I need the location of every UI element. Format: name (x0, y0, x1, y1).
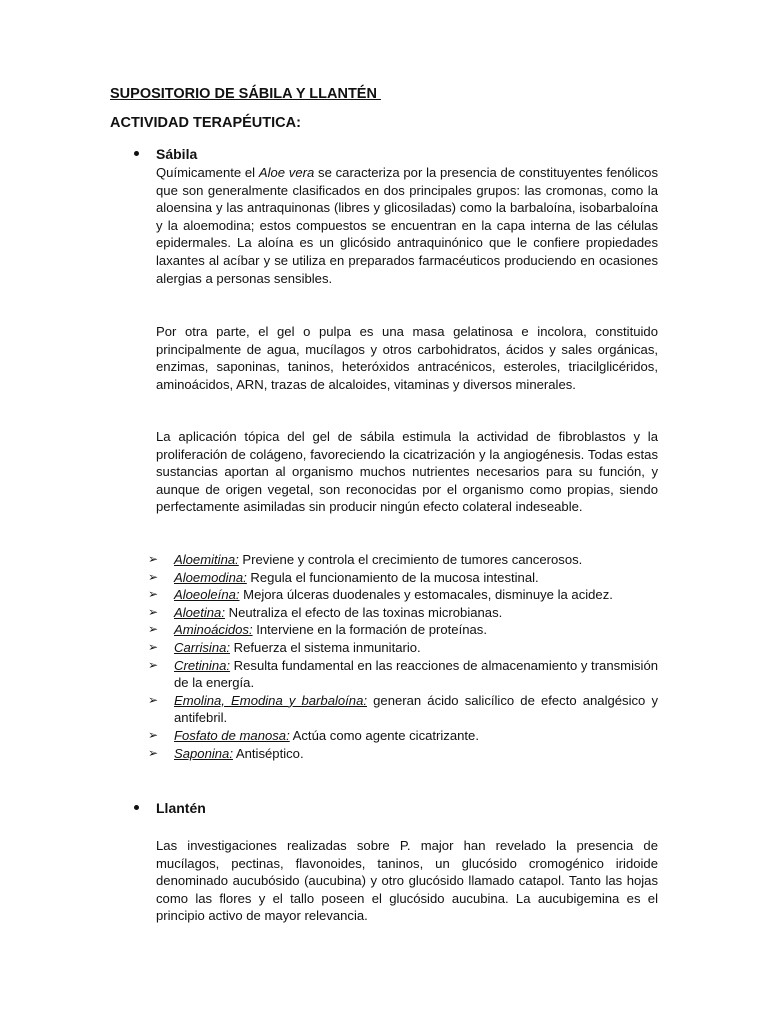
list-item (148, 639, 658, 657)
property-term: Carrisina: (174, 639, 231, 655)
property-term: Aminoácidos: (174, 622, 253, 638)
arrow-bullet-icon: ➢ (148, 692, 159, 707)
list-item (148, 569, 658, 587)
sabila-heading-label: Sábila (156, 146, 198, 162)
list-item (148, 586, 658, 604)
arrow-bullet-icon: ➢ (148, 657, 159, 672)
arrow-bullet-icon: ➢ (148, 604, 159, 619)
property-desc: Resulta fundamental en las reacciones de almacenamiento y transmisión de la energía. (174, 657, 659, 691)
property-term: Fosfato de manosa: (174, 727, 290, 743)
arrow-bullet-icon: ➢ (148, 639, 159, 654)
list-item (148, 657, 658, 692)
property-desc: Mejora úlceras duodenales y estomacales, disminuye la acidez. (239, 587, 613, 603)
llanten-heading-label: Llantén (156, 800, 206, 816)
property-term: Saponina: (174, 745, 233, 761)
arrow-bullet-icon: ➢ (148, 745, 159, 760)
section-subtitle: ACTIVIDAD TERAPÉUTICA: (110, 115, 301, 131)
property-term: Aloeoleína: (174, 587, 240, 603)
list-item (148, 745, 658, 763)
arrow-bullet-icon: ➢ (148, 552, 159, 566)
arrow-bullet-icon: ➢ (148, 727, 159, 742)
property-desc: Neutraliza el efecto de las toxinas microbianas. (224, 604, 503, 620)
llanten-paragraph-1: Las investigaciones realizadas sobre P. major han revelado la presencia de mucílagos, pectinas, flavonoides, taninos, un glucósido cromogénico iridoide denominado aucubósido (aucubina) y otro glucósido llamado catapol. Tanto las hojas como las flores y el tallo poseen el glucósido aucubina. La aucubigemina es el principio activo de mayor relevancia. (156, 838, 658, 924)
sabila-p1-italic: Aloe vera (258, 165, 315, 180)
property-term: Aloemitina: (174, 552, 239, 567)
list-item (148, 727, 658, 745)
sabila-properties-list (148, 551, 658, 762)
property-desc: Regula el funcionamiento de la mucosa intestinal. (246, 569, 539, 585)
list-item (148, 604, 658, 622)
bullet-icon (134, 151, 139, 156)
sabila-p1-before: Químicamente el (156, 165, 259, 180)
property-term: Cretinina: (174, 657, 231, 673)
bullet-icon (134, 805, 139, 810)
list-item (148, 692, 658, 727)
sabila-paragraph-2: Por otra parte, el gel o pulpa es una masa gelatinosa e incolora, constituido principalmente de agua, mucílagos y otros carbohidratos, ácidos y sales orgánicas, enzimas, saponinas, taninos, heteróxidos antracénicos, esteroles, triacilglicéridos, aminoácidos, ARN, trazas de alcaloides, vitaminas y diversos minerales. (156, 324, 658, 392)
property-term: Emolina, Emodina y barbaloína: (174, 692, 368, 708)
property-desc: generan ácido salicílico de efecto analgésico y antifebril. (174, 692, 658, 726)
property-desc: Previene y controla el crecimiento de tumores cancerosos. (238, 552, 583, 567)
property-desc: Actúa como agente cicatrizante. (289, 727, 479, 743)
list-item (148, 621, 658, 639)
arrow-bullet-icon: ➢ (148, 587, 159, 602)
sabila-paragraph-3: La aplicación tópica del gel de sábila estimula la actividad de fibroblastos y la proliferación de colágeno, favoreciendo la cicatrización y la angiogénesis. Todas estas sustancias aportan al organismo muchos nutrientes necesarios para su función, y aunque de origen vegetal, son reconocidas por el organismo como propias, siendo perfectamente asimiladas sin producir ningún efecto colateral indeseable. (156, 429, 658, 515)
property-desc: Interviene en la formación de proteínas. (252, 622, 487, 638)
sabila-paragraph-1 (156, 164, 658, 287)
arrow-bullet-icon: ➢ (148, 622, 159, 637)
arrow-bullet-icon: ➢ (148, 569, 159, 584)
sabila-p1-after: se caracteriza por la presencia de constituyentes fenólicos que son generalmente clasificados en dos principales grupos: las cromonas, como la aloensina y las antraquinonas (libres y glicosiladas) como la barbaloína, isobarbaloína y la aloemodina; estos compuestos se encuentran en la capa interna de las células epidermales. La aloína es un glicósido antraquinónico que le confiere propiedades laxantes al acíbar y se utiliza en preparados farmacéuticos produciendo en ocasiones alergias a personas sensibles. (156, 165, 658, 286)
property-desc: Antiséptico. (232, 745, 304, 761)
list-item (148, 551, 658, 569)
document-title: SUPOSITORIO DE SÁBILA Y LLANTÉN (110, 86, 381, 102)
property-term: Aloetina: (174, 604, 225, 620)
property-term: Aloemodina: (174, 569, 247, 585)
property-desc: Refuerza el sistema inmunitario. (230, 639, 421, 655)
